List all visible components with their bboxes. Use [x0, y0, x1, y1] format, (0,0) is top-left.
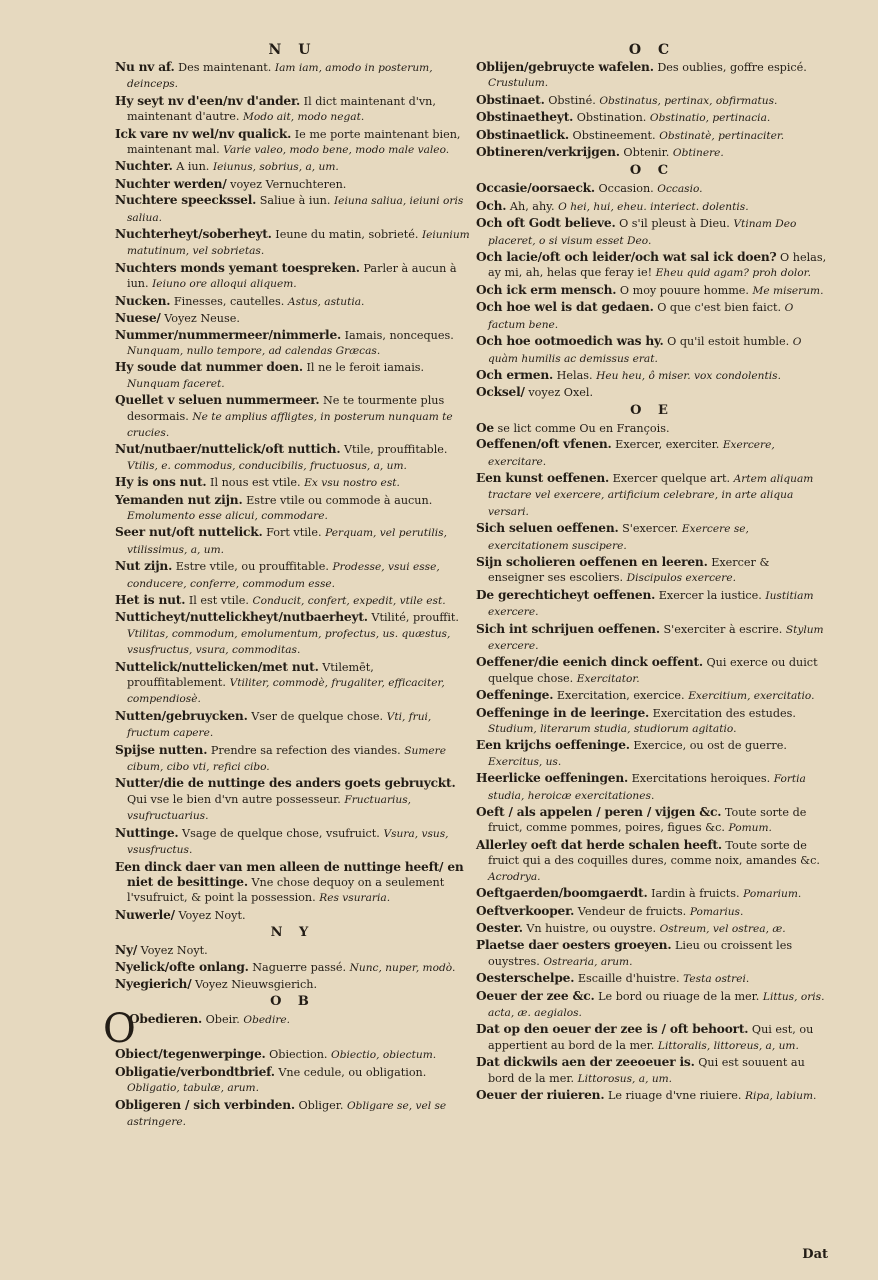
entry-headword: Oeffener/die eenich dinck oeffent. — [476, 655, 703, 670]
entry-french: Qui est, ou appertient au bord de la mer. — [488, 1023, 814, 1052]
entry-french: Exercer, exerciter. — [615, 438, 720, 452]
entry-french: Helas. — [556, 368, 593, 382]
right-entries-ob — [476, 60, 828, 161]
entry-french: Des maintenant. — [178, 61, 272, 74]
entry-headword: Och hoe wel is dat gedaen. — [476, 300, 654, 315]
entry-french: Vendeur de fruicts. — [577, 904, 687, 918]
entry-headword: Nuchterheyt/soberheyt. — [115, 227, 272, 242]
entry-latin: Me miserum. — [752, 284, 824, 297]
entry-headword: Obedieren. — [129, 1012, 203, 1027]
entry-latin: Res vsuraria. — [319, 892, 391, 905]
dictionary-entry — [476, 971, 828, 987]
entry-headword: Nuttelick/nuttelicken/met nut. — [115, 659, 319, 674]
dictionary-entry — [476, 838, 828, 885]
entry-latin: Vsura, vsus, vsusfructus. — [127, 827, 449, 857]
entry-headword: Oeuer der zee &c. — [476, 988, 595, 1003]
dictionary-entry — [476, 1088, 828, 1104]
section-heading-oe: O E — [630, 402, 674, 418]
entry-french: Vtilité, prouffit. — [371, 611, 459, 625]
entry-headword: Och. — [476, 198, 507, 213]
dictionary-entry — [115, 559, 470, 592]
entry-french: Exercer & enseigner ses escoliers. — [488, 555, 770, 585]
entry-headword: Oeftverkooper. — [476, 903, 575, 918]
entry-headword: Sich seluen oeffenen. — [476, 521, 619, 536]
entry-headword: Nut zijn. — [115, 559, 173, 574]
entry-latin: Obstinatè, pertinaciter. — [659, 129, 785, 142]
entry-headword: Allerley oeft dat herde schalen heeft. — [476, 837, 722, 852]
entry-latin: Heu heu, ô miser. vox condolentis. — [596, 369, 781, 382]
entry-latin: Exercitator. — [576, 672, 640, 685]
dictionary-entry — [115, 1065, 470, 1097]
entry-headword: Nut/nutbaer/nuttelick/oft nuttich. — [115, 442, 341, 457]
entry-headword: Och ick erm mensch. — [476, 282, 617, 297]
dictionary-entry — [476, 128, 828, 144]
entry-latin: Iustitiam exercere. — [488, 589, 814, 619]
dictionary-entry — [476, 300, 828, 333]
entry-headword: Nummer/nummermeer/nimmerle. — [115, 327, 342, 342]
entry-latin: Ieiuno ore alloqui aliquem. — [152, 278, 297, 291]
entry-latin: Nunquam faceret. — [127, 377, 225, 390]
dictionary-entry — [115, 294, 470, 310]
entry-headword: Obstinaetlick. — [476, 127, 569, 142]
entry-french: S'exercer. — [622, 522, 679, 536]
entry-headword: Oesterschelpe. — [476, 971, 575, 986]
entry-french: Vne cedule, ou obligation. — [278, 1065, 427, 1079]
entry-french: O helas, ay mi, ah, helas que feray ie! — [488, 251, 827, 280]
entry-latin: Astus, astutia. — [287, 295, 365, 308]
entry-french: Occasion. — [598, 182, 654, 196]
dictionary-entry — [476, 385, 828, 400]
entry-headword: Obtineren/verkrijgen. — [476, 145, 620, 160]
entry-headword: Obligatie/verbondtbrief. — [115, 1064, 275, 1079]
entry-french: Toute sorte de fruict qui a des coquilles dures, comme noix, amandes &c. — [488, 838, 820, 868]
entry-headword: Nucken. — [115, 293, 171, 308]
entry-french: Exercitation, exercice. — [556, 689, 685, 703]
entry-french: Il dict maintenant d'vn, maintenant d'autre. — [127, 94, 436, 124]
entry-french: se lict comme Ou en François. — [497, 421, 670, 435]
dictionary-entry — [115, 943, 470, 958]
initial-capital: O — [103, 1006, 136, 1053]
entry-latin: Ostrearia, arum. — [543, 955, 633, 968]
entry-latin: Modo ait, modo negat. — [243, 111, 365, 124]
entry-french: Estre vtile ou commode à aucun. — [246, 493, 433, 507]
entry-latin: Littus, oris. acta, æ. aegialos. — [488, 990, 825, 1019]
entry-body — [129, 1012, 470, 1046]
entry-latin: Exercitium, exercitatio. — [688, 690, 815, 703]
entry-latin: Conducit, confert, expedit, vtile est. — [252, 595, 446, 607]
entry-headword: Nyelick/ofte onlang. — [115, 959, 249, 974]
entry-headword: Nuese/ — [115, 311, 161, 326]
section-heading-ob: O B — [270, 994, 315, 1010]
entry-headword: Nuwerle/ — [115, 907, 175, 922]
section-heading-oc: O C — [629, 163, 675, 179]
dictionary-entry — [103, 1006, 470, 1053]
entry-headword: Och hoe ootmoedich was hy. — [476, 334, 664, 349]
entry-latin: Exercere se, exercitationem suscipere. — [488, 523, 749, 552]
entry-latin: Exercitus, us. — [488, 755, 562, 768]
entry-french: Voyez Noyt. — [178, 908, 246, 922]
entry-headword: De gerechticheyt oeffenen. — [476, 587, 656, 602]
dictionary-entry — [476, 738, 828, 770]
entry-latin: Nunquam, nullo tempore, ad calendas Græcas. — [127, 344, 381, 357]
dictionary-entry — [476, 181, 828, 197]
entry-latin: Vtinam Deo placeret, o si visum esset Deo. — [488, 218, 797, 247]
entry-french: Ieune du matin, sobrieté. — [275, 228, 419, 242]
entry-latin: Vti, frui, fructum capere. — [127, 710, 432, 740]
dictionary-entry — [476, 771, 828, 804]
entry-headword: Obligeren / sich verbinden. — [115, 1097, 295, 1112]
dictionary-entry — [476, 588, 828, 621]
entry-latin: Ostreum, vel ostrea, æ. — [659, 922, 786, 935]
entry-headword: Nutticheyt/nuttelickheyt/nutbaerheyt. — [115, 610, 368, 625]
entry-headword: Obstinaet. — [476, 92, 545, 107]
entry-headword: Nuchters monds yemant toespreken. — [115, 260, 360, 275]
entry-headword: Och lacie/oft och leider/och wat sal ick doen? — [476, 250, 777, 265]
dictionary-entry — [115, 908, 470, 923]
dictionary-entry — [476, 437, 828, 470]
dictionary-entry — [115, 475, 470, 491]
left-entries-ob — [103, 1006, 470, 1130]
entry-latin: Vtilitas, commodum, emolumentum, profectus, us. quæstus, vsusfructus, vsura, commoditas. — [127, 627, 451, 657]
entry-french: Ie me porte maintenant bien, maintenant mal. — [127, 127, 461, 157]
entry-french: voyez Oxel. — [528, 386, 594, 400]
entry-french: Obstineement. — [572, 128, 656, 142]
dictionary-entry — [115, 709, 470, 742]
entry-latin: Ieiunus, sobrius, a, um. — [212, 161, 339, 174]
dictionary-entry — [115, 177, 470, 192]
entry-headword: Spijse nutten. — [115, 742, 208, 757]
dictionary-entry — [115, 860, 470, 907]
dictionary-entry — [115, 1047, 470, 1063]
entry-french: voyez Vernuchteren. — [230, 177, 347, 191]
entry-latin: Pomum. — [728, 822, 772, 835]
dictionary-entry — [115, 610, 470, 658]
entry-french: Saliue à iun. — [259, 194, 331, 208]
entry-latin: Fortia studia, heroicæ exercitationes. — [488, 773, 806, 802]
dictionary-entry — [115, 525, 470, 558]
entry-french: O que c'est bien faict. — [657, 301, 782, 315]
entry-french: Escaille d'huistre. — [577, 972, 680, 986]
entry-french: Des oublies, goffre espicé. — [657, 61, 807, 74]
entry-headword: Obstinaetheyt. — [476, 110, 574, 125]
entry-headword: Een dinck daer van men alleen de nuttinge heeft/ en niet de besittinge. — [115, 859, 464, 889]
entry-latin: O hei, hui, eheu. interiect. dolentis. — [558, 200, 749, 213]
entry-headword: Nuchtere speeckssel. — [115, 193, 257, 208]
entry-french: Obliger. — [298, 1098, 344, 1112]
entry-headword: Oeffeninge. — [476, 688, 554, 703]
entry-french: A iun. — [176, 160, 210, 174]
entry-french: O s'il pleust à Dieu. — [619, 217, 730, 231]
entry-french: S'exerciter à escrire. — [663, 622, 783, 636]
entry-headword: Nutter/die de nuttinge des anders goets gebruyckt. — [115, 776, 456, 791]
entry-latin: Iam iam, amodo in posterum, deinceps. — [127, 62, 433, 91]
dictionary-entry — [476, 216, 828, 249]
entry-latin: Ne te amplius affligtes, in posterum nunquam te crucies. — [127, 410, 453, 439]
entry-headword: Oeuer der riuieren. — [476, 1087, 605, 1102]
left-entries-nu — [115, 60, 470, 923]
entry-headword: Nuchter. — [115, 159, 173, 174]
entry-headword: Ocksel/ — [476, 385, 525, 400]
entry-headword: Oeft / als appelen / peren / vijgen &c. — [476, 805, 722, 820]
dictionary-entry — [115, 127, 470, 159]
entry-latin: O factum bene. — [488, 302, 794, 331]
entry-french: O moy pouure homme. — [619, 283, 749, 297]
dictionary-entry — [476, 805, 828, 837]
entry-french: O qu'il estoit humble. — [667, 335, 790, 349]
entry-headword: Obiect/tegenwerpinge. — [115, 1047, 266, 1062]
entry-headword: Nuchter werden/ — [115, 176, 227, 191]
entry-french: Exercitations heroiques. — [631, 772, 771, 786]
dictionary-entry — [115, 977, 470, 992]
entry-french: Vne chose dequoy on a seulement l'vsufruict, & point la possession. — [127, 875, 445, 905]
entry-headword: Sich int schrijuen oeffenen. — [476, 621, 660, 636]
dictionary-entry — [476, 655, 828, 687]
entry-latin: Acrodrya. — [488, 870, 541, 883]
entry-french: Fort vtile. — [266, 526, 322, 540]
entry-latin: Obstinatus, pertinax, obfirmatus. — [599, 94, 778, 107]
dictionary-entry — [115, 493, 470, 525]
entry-latin: Pomarius. — [689, 905, 744, 918]
entry-french: Qui vse le bien d'vn autre possesseur. — [127, 792, 341, 806]
entry-headword: Een kunst oeffenen. — [476, 470, 610, 485]
entry-french: Exercice, ou ost de guerre. — [633, 739, 787, 753]
entry-latin: Sumere cibum, cibo vti, refici cibo. — [127, 744, 446, 774]
entry-french: Iamais, nonceques. — [344, 328, 454, 342]
entry-headword: Oeffenen/oft vfenen. — [476, 437, 612, 452]
dictionary-entry — [115, 1098, 470, 1131]
entry-french: Le riuage d'vne riuiere. — [607, 1088, 742, 1102]
entry-headword: Quellet v seluen nummermeer. — [115, 393, 320, 408]
entry-french: Toute sorte de fruict, comme pommes, poires, figues &c. — [488, 806, 807, 835]
entry-latin: Vtilis, e. commodus, conducibilis, fructuosus, a, um. — [127, 459, 407, 472]
entry-french: Vtile, prouffitable. — [343, 443, 448, 457]
entry-latin: Eheu quid agam? proh dolor. — [655, 267, 811, 280]
entry-headword: Ny/ — [115, 943, 138, 958]
entry-latin: Varie valeo, modo bene, modo male valeo. — [223, 144, 450, 157]
entry-headword: Och oft Godt believe. — [476, 216, 616, 231]
entry-french: Voyez Nieuwsgierich. — [195, 977, 318, 991]
dictionary-entry — [115, 442, 470, 474]
dictionary-entry — [476, 110, 828, 126]
entry-latin: Testa ostrei. — [683, 973, 750, 986]
entry-french: Iardin à fruicts. — [651, 887, 740, 901]
dictionary-entry — [115, 960, 470, 976]
entry-latin: Obligare se, vel se astringere. — [127, 1099, 447, 1128]
entry-french: Voyez Noyt. — [140, 944, 208, 958]
entry-french: Ne te tourmente plus desormais. — [127, 394, 445, 423]
entry-headword: Ick vare nv wel/nv qualick. — [115, 126, 292, 141]
right-column — [476, 40, 828, 1105]
entry-headword: Oester. — [476, 920, 523, 935]
entry-latin: Emolumento esse alicui, commodare. — [127, 509, 328, 522]
entry-french: Vtilemēt, prouffitablement. — [127, 660, 374, 690]
catchword: Dat — [802, 1247, 828, 1262]
entry-latin: Ex vsu nostro est. — [304, 477, 400, 490]
entry-latin: Pomarium. — [743, 888, 802, 901]
dictionary-entry — [476, 688, 828, 704]
entry-french: Le bord ou riuage de la mer. — [598, 989, 760, 1003]
dictionary-entry — [476, 706, 828, 738]
entry-latin: Ripa, labium. — [745, 1089, 817, 1102]
entry-french: Exercer quelque art. — [612, 471, 731, 485]
dictionary-entry — [476, 250, 828, 282]
entry-latin: Obstinatio, pertinacia. — [649, 112, 771, 125]
dictionary-entry — [476, 521, 828, 554]
entry-headword: Dat dickwils aen der zeeoeuer is. — [476, 1055, 695, 1070]
dictionary-entry — [115, 776, 470, 824]
entry-headword: Nutten/gebruycken. — [115, 708, 248, 723]
entry-headword: Hy is ons nut. — [115, 475, 207, 490]
entry-latin: Vtiliter, commodè, frugaliter, efficaciter, compendiosè. — [127, 677, 445, 706]
entry-headword: Yemanden nut zijn. — [115, 492, 243, 507]
entry-latin: Littoralis, littoreus, a, um. — [657, 1039, 799, 1052]
entry-headword: Oblijen/gebruycte wafelen. — [476, 60, 654, 74]
entry-french: Vsage de quelque chose, vsufruict. — [182, 826, 380, 840]
dictionary-entry — [476, 1022, 828, 1054]
entry-french: Ah, ahy. — [509, 199, 555, 213]
entry-latin: Obligatio, tabulæ, arum. — [127, 1082, 259, 1095]
left-column — [103, 40, 470, 1131]
entry-headword: Occasie/oorsaeck. — [476, 181, 595, 196]
entry-latin: Discipulos exercere. — [626, 572, 736, 585]
dictionary-entry — [115, 94, 470, 126]
entry-french: Obiection. — [269, 1048, 328, 1062]
entry-french: Obstiné. — [548, 93, 596, 107]
dictionary-entry — [476, 421, 828, 436]
entry-headword: Plaetse daer oesters groeyen. — [476, 938, 672, 953]
entry-headword: Sijn scholieren oeffenen en leeren. — [476, 554, 708, 569]
entry-french: Qui est souuent au bord de la mer. — [488, 1056, 805, 1085]
section-heading-ny: N Y — [270, 925, 315, 941]
right-column-header: O C — [628, 42, 676, 58]
entry-latin: Nunc, nuper, modò. — [349, 961, 456, 974]
dictionary-entry — [476, 60, 828, 92]
entry-french: Exercer la iustice. — [658, 588, 762, 602]
entry-latin: Artem aliquam tractare vel exercere, artificium celebrare, in arte aliqua versari. — [488, 472, 814, 518]
dictionary-entry — [476, 555, 828, 587]
entry-latin: Obedire. — [243, 1014, 291, 1027]
entry-french: Obeir. — [205, 1013, 240, 1027]
dictionary-entry — [115, 60, 470, 93]
entry-headword: Het is nut. — [115, 593, 186, 607]
entry-latin: Ieiunium matutinum, vel sobrietas. — [127, 229, 470, 258]
entry-latin: Occasio. — [657, 183, 703, 196]
dictionary-entry — [115, 193, 470, 226]
entry-headword: Oeftgaerden/boomgaerdt. — [476, 886, 648, 901]
dictionary-entry — [476, 471, 828, 520]
entry-french: Vser de quelque chose. — [251, 709, 384, 723]
entry-french: Prendre sa refection des viandes. — [210, 743, 401, 757]
dictionary-entry — [115, 159, 470, 175]
entry-french: Voyez Neuse. — [164, 312, 240, 326]
entry-headword: Nu nv af. — [115, 60, 175, 74]
dictionary-entry — [476, 368, 828, 384]
entry-french: Finesses, cautelles. — [173, 294, 285, 308]
entry-headword: Hy soude dat nummer doen. — [115, 360, 303, 375]
entry-french: Vn huistre, ou ouystre. — [526, 921, 656, 935]
dictionary-entry — [476, 93, 828, 109]
entry-latin: Obiectio, obiectum. — [331, 1049, 437, 1062]
entry-headword: Dat op den oeuer der zee is / oft behoort. — [476, 1022, 749, 1037]
entry-headword: Heerlicke oeffeningen. — [476, 771, 629, 786]
dictionary-entry — [115, 227, 470, 260]
dictionary-entry — [115, 261, 470, 293]
entry-latin: Littorosus, a, um. — [577, 1072, 673, 1085]
dictionary-entry — [476, 904, 828, 920]
left-entries-ny — [115, 943, 470, 992]
dictionary-entry — [115, 743, 470, 776]
entry-french: Obtenir. — [623, 146, 670, 160]
entry-headword: Oeffeninge in de leeringe. — [476, 705, 650, 720]
entry-headword: Nuttinge. — [115, 825, 179, 840]
entry-latin: Studium, literarum studia, studiorum agitatio. — [488, 723, 737, 736]
entry-french: Naguerre passé. — [252, 960, 347, 974]
entry-headword: Seer nut/oft nuttelick. — [115, 525, 263, 540]
dictionary-entry — [476, 938, 828, 970]
entry-latin: Obtinere. — [672, 147, 724, 160]
left-column-header: N U — [268, 42, 317, 58]
dictionary-entry — [476, 199, 828, 215]
entry-french: Lieu ou croissent les ouystres. — [488, 939, 793, 968]
dictionary-entry — [476, 921, 828, 937]
entry-headword: Och ermen. — [476, 367, 554, 382]
dictionary-entry — [115, 660, 470, 708]
right-entries-oc — [476, 181, 828, 400]
entry-headword: Een krijchs oeffeninge. — [476, 738, 630, 753]
entry-latin: Prodesse, vsui esse, conducere, conferre, commodum esse. — [127, 561, 440, 590]
entry-latin: Fructuarius, vsufructuarius. — [127, 793, 412, 823]
dictionary-entry — [115, 393, 470, 441]
dictionary-entry — [115, 826, 470, 859]
entry-french: Il nous est vtile. — [210, 476, 301, 490]
entry-latin: Crustulum. — [488, 77, 549, 90]
dictionary-entry — [115, 360, 470, 392]
dictionary-entry — [115, 311, 470, 326]
dictionary-entry — [115, 328, 470, 360]
entry-latin: Perquam, vel perutilis, vtilissimus, a, um. — [127, 527, 447, 556]
dictionary-entry — [476, 622, 828, 655]
dictionary-entry — [476, 283, 828, 299]
dictionary-entry — [476, 1055, 828, 1087]
entry-french: Parler à aucun à iun. — [127, 261, 457, 291]
entry-french: Il est vtile. — [188, 594, 249, 607]
dictionary-entry — [476, 989, 828, 1022]
dictionary-entry — [476, 886, 828, 902]
entry-french: Estre vtile, ou prouffitable. — [175, 560, 329, 574]
entry-french: Qui exerce ou duict quelque chose. — [488, 656, 818, 685]
dictionary-entry — [476, 145, 828, 161]
entry-french: Obstination. — [576, 111, 647, 125]
entry-latin: O quàm humilis ac demissus erat. — [488, 336, 802, 365]
entry-french: Il ne le feroit iamais. — [306, 361, 425, 375]
entry-french: Exercitation des estudes. — [652, 706, 796, 720]
dictionary-entry — [115, 593, 470, 609]
entry-headword: Nyegierich/ — [115, 976, 192, 991]
right-entries-oe — [476, 421, 828, 1105]
entry-latin: Stylum exercere. — [488, 623, 824, 652]
entry-latin: Exercere, exercitare. — [488, 439, 775, 468]
dictionary-entry — [476, 334, 828, 367]
entry-headword: Oe — [476, 420, 494, 435]
entry-latin: Ieiuna saliua, ieiuni oris saliua. — [127, 195, 464, 224]
entry-headword: Hy seyt nv d'een/nv d'ander. — [115, 93, 301, 108]
